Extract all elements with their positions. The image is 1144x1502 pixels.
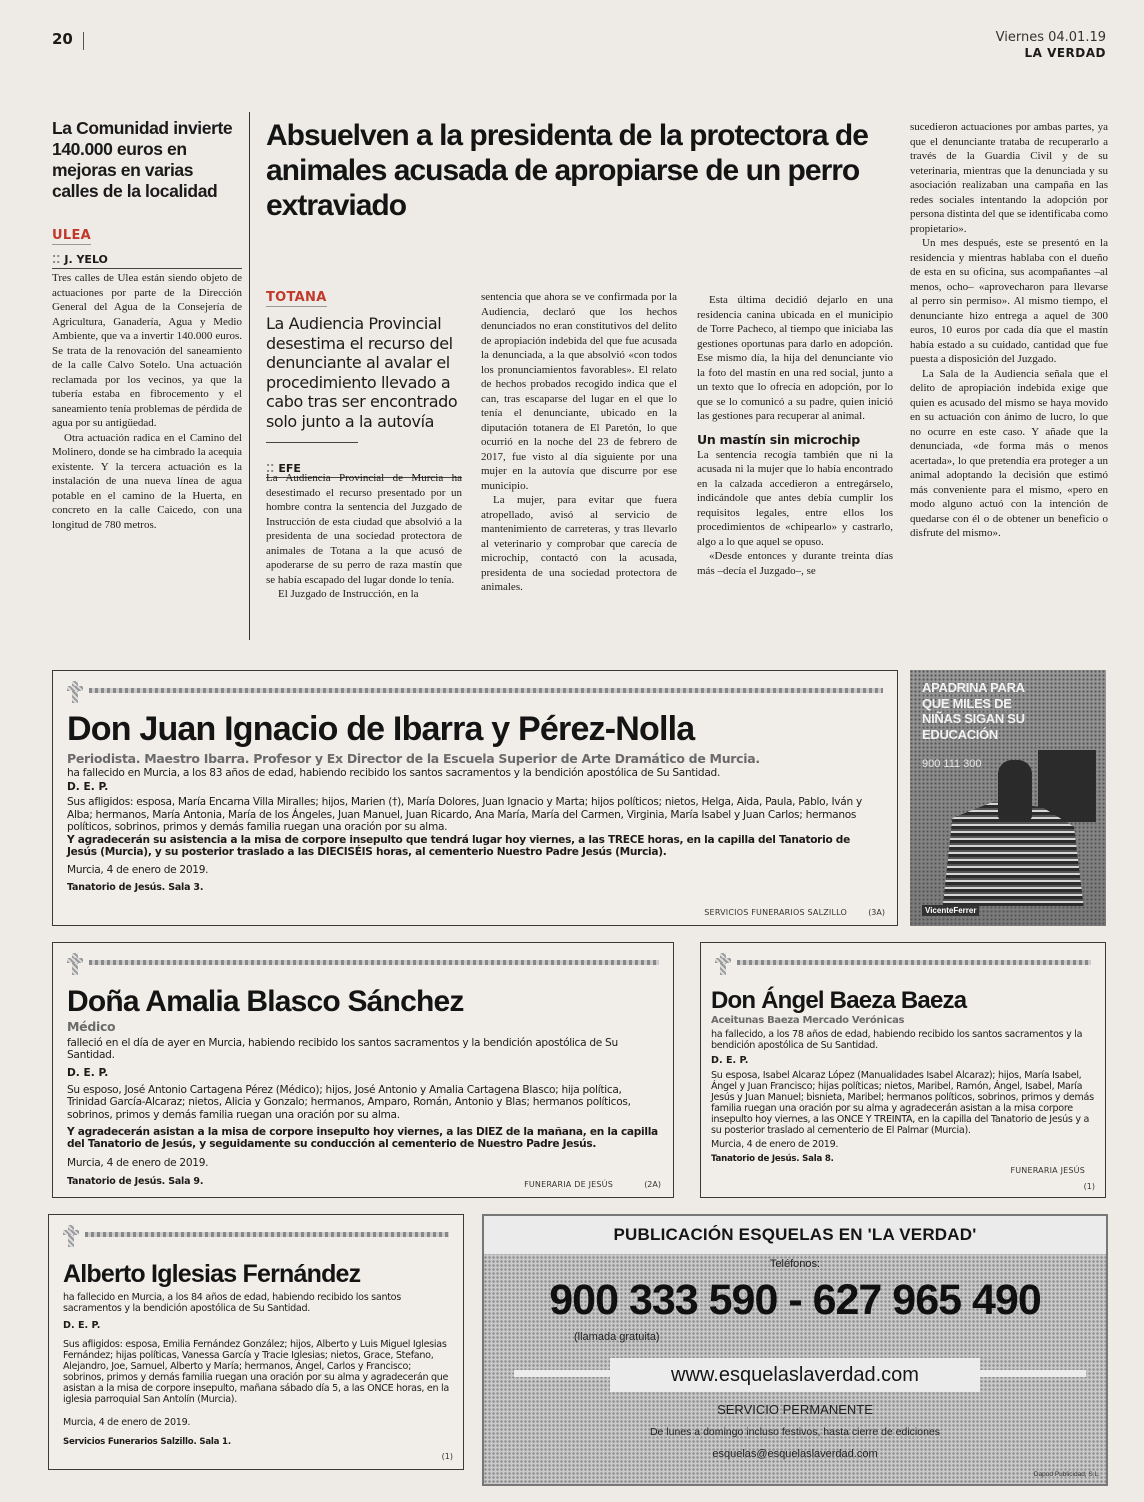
obituary-name: Alberto Iglesias Fernández [63,1260,361,1288]
obituary-baeza [700,942,1106,1198]
article-column-3 [697,293,893,578]
cross-icon [715,953,731,975]
cross-icon [67,681,83,703]
service-hours: De lunes a domingo incluso festivos, hasta cierre de ediciones [649,1426,941,1438]
obituary-code: (1) [1083,1182,1095,1191]
main-article-section: TOTANA [266,290,327,305]
obituary-dep: D. E. P. [63,1320,101,1331]
obituary-code: (2A) [644,1180,661,1189]
obituary-location: Servicios Funerarios Salzillo. Sala 1. [63,1437,231,1448]
decorative-band [89,960,659,965]
dek-divider [266,442,358,443]
obituary-funeral-home: FUNERARIA DE JESÚS [524,1180,613,1189]
column-divider [249,112,250,640]
obituary-family: Sus afligidos: esposa, María Encarna Villa Miralles; hijos, Marien (†), María Dolores, Juan Ignacio y Marta; hijos políticos; nietos, Helga, Aida, Paula, Pablo, Iván y Alba; hermanos, María Antonia, María de los Ángeles, Juan Manuel, Juan Ricardo, Ana María, María del Carmen, Virginia, María Isabel y Juan Carlos; hermanos políticos, sobrinos, primos y demás familia ruegan una oración por su alma. [67,796,862,834]
obituary-date: Murcia, 4 de enero de 2019. [63,1417,191,1428]
obituary-funeral-home: FUNERARIA JESÚS [1010,1166,1085,1175]
obituary-dep: D. E. P. [67,781,109,794]
paragraph: El Juzgado de Instrucción, en la [278,588,419,600]
obituary-name: Don Juan Ignacio de Ibarra y Pérez-Nolla [67,710,695,748]
website-link[interactable]: www.esquelaslaverdad.com [610,1358,980,1392]
agency-credit: Dapod Publicidad, S.L. [1033,1471,1100,1478]
obituary-dep: D. E. P. [711,1055,749,1066]
obituary-code: (1) [441,1452,453,1461]
paragraph: Un mes después, este se presentó en la residencia y mientras hablaba con el dueño de esta en su oficina, sus acompañantes –al menos, ocho– «aprovecharon para llevarse al perro sin permiso». Al mismo tiempo, el denunciante hizo entrega a aquel de 300 euros, 10 euros por cada día que el mastín había estado a su cuidado, cantidad que fue puesta a disposición del Juzgado. [910,237,1108,365]
side-article-section: ULEA [52,228,91,243]
cross-icon [63,1225,79,1247]
obituary-code: (3A) [868,908,885,917]
obituary-cross-band [63,1225,449,1247]
paragraph: La sentencia recogía también que ni la acusada ni la mujer que lo había encontrado en la calzada accedieron a entregárselo, indicándole que antes debía cumplir los requisitos legales, entre ellos los procedimientos de «chipearlo» y castrarlo, algo a lo que aquel se opuso. [697,448,893,548]
obituary-ibarra [52,670,898,926]
paragraph: La Sala de la Audiencia señala que el delito de apropiación indebida exige que quien es acusado del mismo se haya movido en su actuación con ánimo de lucro, lo que no ocurre en este caso. Y añade que la denunciada, «de forma más o menos acertada», lo que pretendía era proteger a un animal adoptando la decisión que estimó más conveniente para el mismo, «pero en modo alguno actuó con la intención de quedarse con él o de obtener un beneficio o disfrute del mismo». [910,367,1108,539]
email-link[interactable]: esquelas@esquelaslaverdad.com [712,1448,878,1460]
side-article [52,118,242,532]
obituary-location: Tanatorio de Jesús. Sala 9. [67,1176,204,1188]
paragraph: La Audiencia Provincial de Murcia ha desestimado el recurso presentado por un hombre contra la sentencia del Juzgado de Instrucción de esta ciudad que absolvió a la presidenta de una sociedad protectora de animales de Totana a la que acusó de apoderarse de su perro de raza mastín que se había escapado del lugar donde lo tenía. [266,472,462,586]
obituary-role: Periodista. Maestro Ibarra. Profesor y Ex Director de la Escuela Superior de Arte Dramático de Murcia. [67,751,760,766]
article-column-4 [910,120,1108,541]
article-column-2 [481,290,677,595]
obituary-funeral-home: SERVICIOS FUNERARIOS SALZILLO [704,908,847,917]
obituary-cross-band [67,953,659,975]
paragraph: «Desde entonces y durante treinta días más –decía el Juzgado–, se [697,550,893,577]
obituary-name: Don Ángel Baeza Baeza [711,987,967,1014]
side-article-byline [52,253,242,269]
obituary-dep: D. E. P. [67,1066,109,1079]
obituary-role: Médico [67,1019,116,1034]
obituary-intro: ha fallecido, a los 78 años de edad, habiendo recibido los santos sacramentos y la bendición apostólica de Su Santidad. [711,1029,1083,1051]
obituary-family: Sus afligidos: esposa, Emilia Fernández González; hijos, Alberto y Luis Miguel Iglesias Fernández; hijas políticas, Vanessa García y Tracie Iglesias; nietos, Grace, Stefano, Alejandro, Joe, Samuel, Alberto y María; hermanos, Ángel, Carlos y Francisco; sobrinos, primos y demás familia ruegan una oración por su alma y agradecerán que asistan a la misa de corpore insepulto, mañana sábado día 5, a las ONCE horas, en la iglesia parroquial San Antolín (Murcia). [63,1339,450,1405]
obituary-date: Murcia, 4 de enero de 2019. [67,864,209,877]
obituary-publication-box [482,1214,1108,1486]
obituary-date: Murcia, 4 de enero de 2019. [711,1139,839,1150]
main-headline: Absuelven a la presidenta de la protectora de animales acusada de apropiarse de un perro extraviado [266,119,868,222]
obituary-intro: ha fallecido en Murcia, a los 83 años de edad, habiendo recibido los santos sacramentos y la bendición apostólica de Su Santidad. [67,767,721,779]
publication-title: PUBLICACIÓN ESQUELAS EN 'LA VERDAD' [484,1216,1106,1254]
obituary-intro: ha fallecido en Murcia, a los 84 años de edad, habiendo recibido los santos sacramentos y la bendición apostólica de Su Santidad. [63,1292,401,1314]
obituary-cross-band [67,681,883,703]
obituary-family: Su esposo, José Antonio Cartagena Pérez (Médico); hijos, José Antonio y Amalia Cartagena Blasco; hija política, Trinidad García-Alcaraz; nietos, Alicia y Gonzalo; hermanos, Amparo, Román, Antonio y Blas; hermanos políticos, sobrinos, primos y demás familia ruegan una oración por su alma. [67,1083,631,1121]
side-article-headline: La Comunidad invierte 140.000 euros en mejoras en varias calles de la localidad [52,118,233,201]
obituary-location: Tanatorio de Jesús. Sala 3. [67,881,204,893]
decorative-band [737,960,1091,965]
byline-author: J. YELO [64,253,108,266]
obituary-date: Murcia, 4 de enero de 2019. [67,1156,209,1169]
obituary-cross-band [715,953,1091,975]
ad-logo: VicenteFerrer [922,905,979,916]
obituary-iglesias [48,1214,464,1470]
ad-title: APADRINA PARA QUE MILES DE NIÑAS SIGAN SU EDUCACIÓN [922,680,1025,742]
obituary-location: Tanatorio de Jesús. Sala 8. [711,1154,834,1165]
obituary-family: Su esposa, Isabel Alcaraz López (Manualidades Isabel Alcaraz); hijos, María Isabel, Ángel y Juan Francisco; hijas políticas; nietos, Maribel, Ramón, Ángel, Isabel, María Jesús y Juan Manuel; bisnieta, Maribel; hermanos políticos, sobrinos, primos y demás familia ruegan una oración por su alma y agradecerán asistan a la misa corpore insepulto hoy viernes, a las ONCE Y TREINTA, en la capilla del Tanatorio de Jesús y a su posterior traslado al cementerio de El Palmar (Murcia). [711,1070,1094,1136]
phone-numbers[interactable]: 900 333 590 - 627 965 490 [549,1276,1041,1324]
sponsorship-ad[interactable] [910,670,1106,926]
paragraph: Otra actuación radica en el Camino del Molinero, donde se ha cimbrado la acequia existente. Y la tercera actuación es la instalación de una nueva línea de agua potable en el camino de la Huerta, en concreto en la calle Caicedo, con una longitud de 780 metros. [52,431,242,531]
phones-label: Teléfonos: [769,1258,821,1270]
ad-phone: 900 111 300 [922,758,982,770]
obituary-intro: falleció en el día de ayer en Murcia, habiendo recibido los santos sacramentos y la bendición apostólica de Su Santidad. [67,1037,618,1062]
side-article-body [52,271,242,532]
obituary-role: Aceitunas Baeza Mercado Verónicas [711,1015,905,1026]
paragraph: Esta última decidió dejarlo en una residencia canina ubicada en el municipio de Torre Pacheco, al tiempo que iniciaba las gestiones oportunas para darlo en adopción. Ese mismo día, la hija del denunciante vio la foto del mastín en una red social, junto a un texto que lo ofrecía en adopción, por lo que se lo comunicó a su padre, quien inició las gestiones para recuperar al animal. [697,294,893,422]
article-subhead: Un mastín sin microchip [697,431,860,447]
paragraph: Tres calles de Ulea están siendo objeto de actuaciones por parte de la Dirección General del Agua de la Consejería de Agricultura, Ganadería, Agua y Medio Ambiente, que va a invertir 140.000 euros. Se trata de la renovación del saneamiento de la calle Calvo Sotelo. Una actuación reclamada por los vecinos, ya que la tubería estaba en fibrocemento y el saneamiento tenía problemas de pérdida de agua por su antigüedad. [52,272,242,429]
paragraph: sentencia que ahora se ve confirmada por la Audiencia, declaró que los hechos denunciados no eran constitutivos del delito de apropiación indebida del que fue acusada la denunciada, a la que absolvió «con todos los pronunciamientos favorables». El relato de hechos probados recogido indica que el can, tras escaparse del lugar en el que lo tenía el denunciante, ubicado en la diputación totanera de El Paretón, lo que ocurrió en la noche del 23 de febrero de 2017, fue visto al día siguiente por una mujer en la autovía que discurre por ese municipio. [481,291,677,492]
free-call-note: (llamada gratuita) [574,1331,660,1343]
main-article-dek: La Audiencia Provincial desestima el recurso del denunciante al avalar el procedimiento llevado a cabo tras ser encontrado solo junto a la autovía [266,314,458,431]
page-number: 20 [52,30,73,48]
folio-divider [83,32,84,50]
paragraph: sucedieron actuaciones por ambas partes, ya que el denunciante trataba de recuperarlo a través de la Guardia Civil y de su veterinaria, mientras que la denunciada y su asociación realizaban una campaña en las redes sociales intentando la adopción por persona distinta del que se identificaba como propietario». [910,121,1108,235]
cross-icon [67,953,83,975]
obituary-blasco [52,942,674,1198]
issue-date: Viernes 04.01.19 [995,30,1106,45]
byline-dots-icon: ⁚⁚ [52,253,61,266]
byline-author: EFE [278,462,301,475]
ad-girl-image [998,760,1032,820]
paragraph: La mujer, para evitar que fuera atropellado, avisó al servicio de mantenimiento de carreteras, y tras llevarlo al veterinario y comprobar que carecía de microchip, contactó con la acusada, presidenta de una sociedad protectora de animales. [481,494,677,593]
obituary-service: Y agradecerán su asistencia a la misa de corpore insepulto que tendrá lugar hoy viernes, a las TRECE horas, en la capilla del Tanatorio de Jesús (Murcia), y su posterior traslado a las DIECISÉIS horas, al cementerio Nuestro Padre Jesús (Murcia). [67,833,850,859]
obituary-service: Y agradecerán asistan a la misa de corpore insepulto hoy viernes, a las DIEZ de la mañana, en la capilla del Tanatorio de Jesús, y seguidamente su conducción al cementerio de Nuestro Padre Jesús. [67,1126,658,1151]
decorative-band [89,688,883,693]
byline-dots-icon: ⁚⁚ [266,462,275,475]
service-label: SERVICIO PERMANENTE [717,1402,873,1417]
article-column-1 [266,471,462,602]
decorative-band [85,1232,449,1237]
obituary-name: Doña Amalia Blasco Sánchez [67,985,464,1018]
paper-name: LA VERDAD [1024,46,1106,60]
